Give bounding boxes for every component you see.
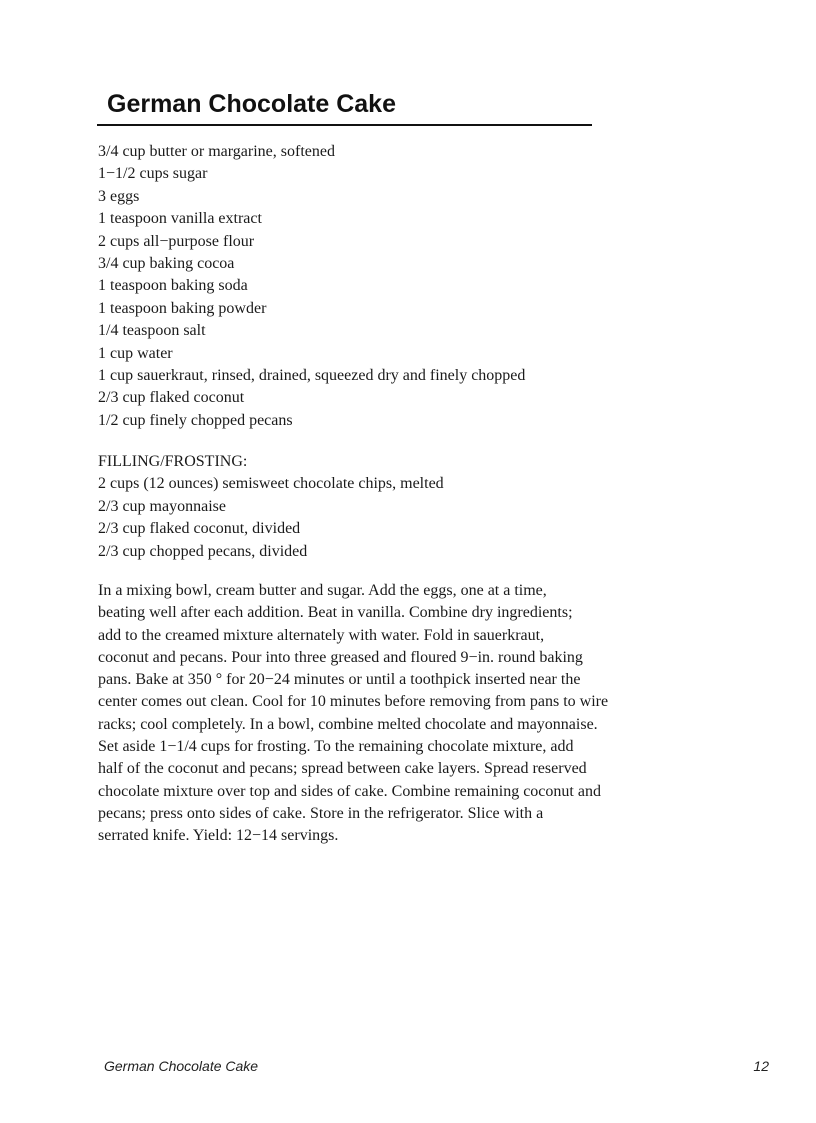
directions-paragraph [98, 580, 608, 848]
ingredient-item: 1 cup water [98, 344, 173, 362]
filling-item: 2/3 cup flaked coconut, divided [98, 520, 301, 538]
ingredient-item: 1/4 teaspoon salt [98, 322, 206, 340]
directions-line: Set aside 1−1/4 cups for frosting. To the remaining chocolate mixture, add [98, 738, 574, 756]
directions-line: beating well after each addition. Beat in vanilla. Combine dry ingredients; [98, 604, 573, 622]
ingredient-item: 3/4 cup butter or margarine, softened [98, 143, 335, 160]
filling-list [98, 473, 444, 563]
ingredient-item: 1 cup sauerkraut, rinsed, drained, squeezed dry and finely chopped [98, 366, 526, 384]
directions-line: coconut and pecans. Pour into three greased and floured 9−in. round baking [98, 648, 583, 666]
ingredient-item: 1 teaspoon vanilla extract [98, 210, 262, 228]
directions-line: add to the creamed mixture alternately with water. Fold in sauerkraut, [98, 626, 545, 644]
ingredient-item: 1 teaspoon baking powder [98, 299, 267, 317]
directions-line: chocolate mixture over top and sides of cake. Combine remaining coconut and [98, 782, 601, 800]
directions-line: pecans; press onto sides of cake. Store in the refrigerator. Slice with a [98, 804, 544, 822]
ingredient-item: 1 teaspoon baking soda [98, 277, 248, 295]
directions-line: In a mixing bowl, cream butter and sugar. Add the eggs, one at a time, [98, 582, 547, 599]
ingredient-list [98, 141, 525, 432]
ingredient-item: 1/2 cup finely chopped pecans [98, 411, 293, 429]
filling-item: 2/3 cup chopped pecans, divided [98, 542, 308, 560]
filling-section [98, 451, 444, 563]
ingredient-item: 1−1/2 cups sugar [98, 165, 208, 183]
ingredient-item: 3 eggs [98, 187, 140, 205]
directions-line: half of the coconut and pecans; spread between cake layers. Spread reserved [98, 760, 587, 778]
directions-line: racks; cool completely. In a bowl, combine melted chocolate and mayonnaise. [98, 715, 598, 733]
directions-line: serrated knife. Yield: 12−14 servings. [98, 827, 339, 845]
ingredient-item: 2 cups all−purpose flour [98, 232, 255, 250]
ingredient-item: 3/4 cup baking cocoa [98, 254, 235, 272]
filling-item: 2/3 cup mayonnaise [98, 497, 226, 515]
footer-title: German Chocolate Cake [104, 1058, 259, 1074]
directions-line: pans. Bake at 350 ° for 20−24 minutes or until a toothpick inserted near the [98, 671, 581, 689]
page-title: German Chocolate Cake [107, 90, 396, 118]
title-underline [97, 124, 592, 126]
directions-line: center comes out clean. Cool for 10 minutes before removing from pans to wire [98, 693, 609, 711]
filling-heading: FILLING/FROSTING: [98, 453, 248, 470]
ingredient-item: 2/3 cup flaked coconut [98, 389, 245, 407]
filling-item: 2 cups (12 ounces) semisweet chocolate chips, melted [98, 475, 444, 493]
page-number: 12 [753, 1058, 769, 1074]
